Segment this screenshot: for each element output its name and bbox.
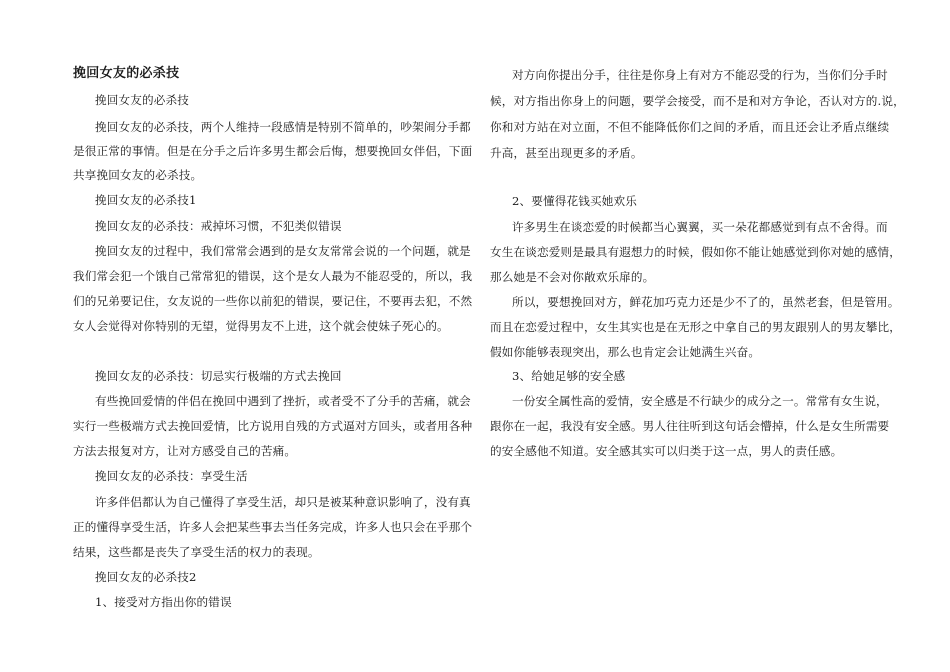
paragraph-line: 那么她是不会对你敞欢乐扉的。 [490, 270, 655, 284]
paragraph-line: 对方向你提出分手，往往是你身上有对方不能忍受的行为，当你们分手时 [512, 68, 888, 82]
paragraph-line: 结果，这些都是丧失了享受生活的权力的表现。 [73, 545, 320, 559]
paragraph-line: 你和对方站在对立面，不但不能降低你们之间的矛盾，而且还会让矛盾点继续 [490, 120, 890, 134]
paragraph-line: 许多伴侣都认为自己懂得了享受生活，却只是被某种意识影响了，没有真 [95, 495, 471, 509]
section-heading: 挽回女友的必杀技：戒掉坏习惯，不犯类似错误 [95, 219, 342, 233]
section-heading: 挽回女友的必杀技：享受生活 [95, 469, 248, 483]
paragraph-line: 许多男生在谈恋爱的时候都当心翼翼，买一朵花都感觉到有点不舍得。而 [512, 220, 888, 234]
paragraph-line: 所以，要想挽回对方，鲜花加巧克力还是少不了的，虽然老套，但是管用。 [512, 295, 900, 309]
paragraph-line: 候，对方指出你身上的问题，要学会接受，而不是和对方争论，否认对方的.说， [490, 94, 905, 108]
section-heading: 3、给她足够的安全感 [512, 369, 626, 383]
subtitle-line: 挽回女友的必杀技 [95, 93, 189, 107]
section-heading: 挽回女友的必杀技2 [95, 570, 197, 584]
paragraph-line: 方法去报复对方，让对方感受自己的苦痛。 [73, 444, 297, 458]
section-heading: 挽回女友的必杀技：切忌实行极端的方式去挽回 [95, 369, 342, 383]
paragraph-line: 假如你能够表现突出，那么也肯定会让她满生兴奋。 [490, 345, 761, 359]
paragraph-line: 是很正常的事情。但是在分手之后许多男生都会后悔，想要挽回女伴侣，下面 [73, 144, 473, 158]
paragraph-line: 我们常会犯一个饿自己常常犯的错误，这个是女人最为不能忍受的，所以，我 [73, 269, 473, 283]
document-title: 挽回女友的必杀技 [73, 66, 180, 81]
section-heading: 1、接受对方指出你的错误 [95, 595, 232, 609]
paragraph-line: 跟你在一起，我没有安全感。男人往往听到这句话会懵掉，什么是女生所需要 [490, 419, 890, 433]
paragraph-line: 有些挽回爱情的伴侣在挽回中遇到了挫折，或者受不了分手的苦痛，就会 [95, 394, 471, 408]
paragraph-line: 女人会觉得对你特别的无望，觉得男友不上进，这个就会使妹子死心的。 [73, 319, 449, 333]
paragraph-line: 女生在谈恋爱则是最具有遐想力的时候，假如你不能让她感觉到你对她的感情， [490, 245, 902, 259]
paragraph-line: 正的懂得享受生活，许多人会把某些事去当任务完成，许多人也只会在乎那个 [73, 520, 473, 534]
paragraph-line: 实行一些极端方式去挽回爱情，比方说用自残的方式逼对方回头，或者用各种 [73, 419, 473, 433]
paragraph-line: 们的兄弟要记住，女友说的一些你以前犯的错误，要记住，不要再去犯，不然 [73, 294, 473, 308]
paragraph-line: 共享挽回女友的必杀技。 [73, 168, 203, 182]
paragraph-line: 的安全感他不知道。安全感其实可以归类于这一点，男人的责任感。 [490, 444, 843, 458]
paragraph-line: 升高，甚至出现更多的矛盾。 [490, 146, 643, 160]
section-heading: 2、要懂得花钱买她欢乐 [512, 194, 637, 208]
paragraph-line: 而且在恋爱过程中，女生其实也是在无形之中拿自己的男友跟别人的男友攀比， [490, 320, 902, 334]
paragraph-line: 挽回女友的过程中，我们常常会遇到的是女友常常会说的一个问题，就是 [95, 244, 471, 258]
paragraph-line: 挽回女友的必杀技，两个人维持一段感情是特别不简单的，吵架闹分手都 [95, 120, 471, 134]
paragraph-line: 一份安全属性高的爱情，安全感是不行缺少的成分之一。常常有女生说， [512, 394, 888, 408]
section-heading: 挽回女友的必杀技1 [95, 193, 197, 207]
